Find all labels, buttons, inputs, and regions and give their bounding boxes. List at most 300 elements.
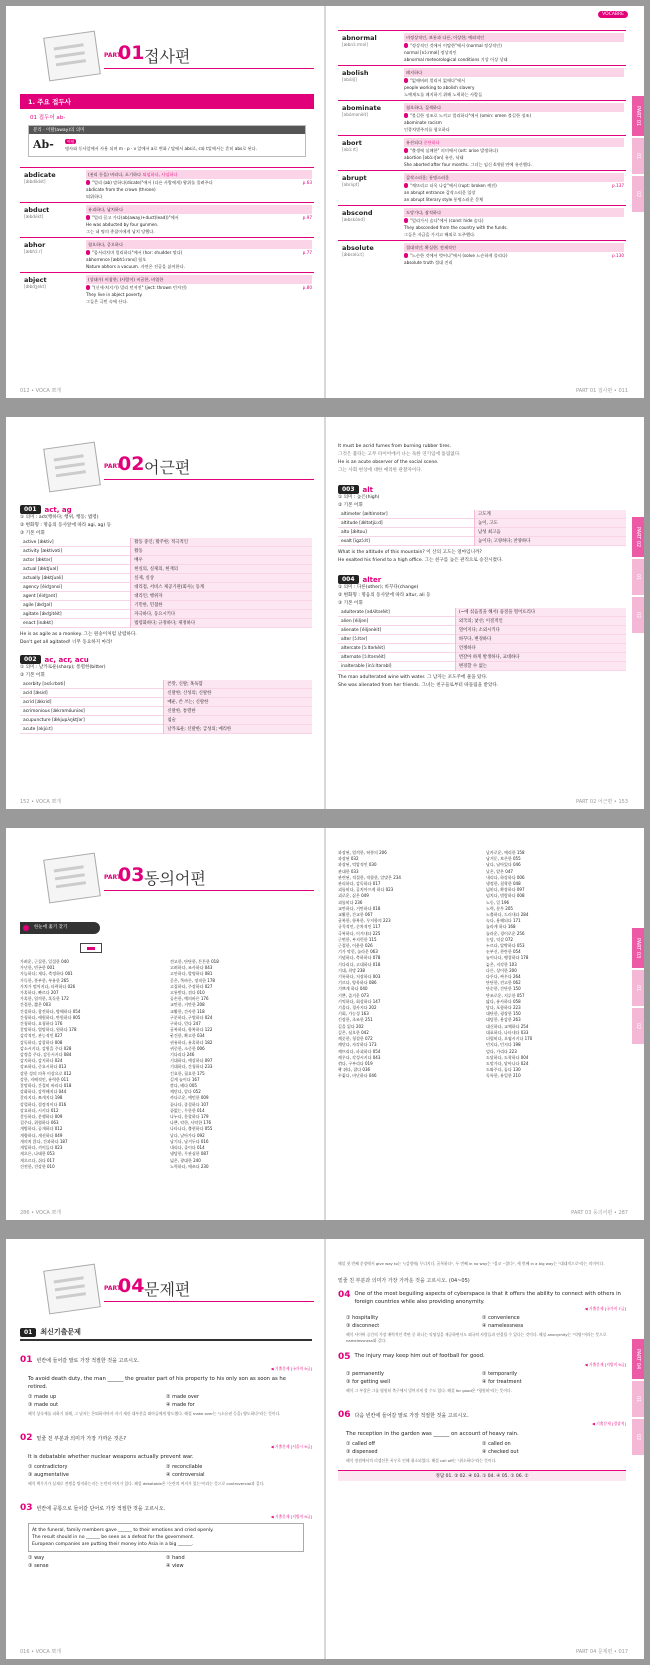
meaning-line xyxy=(404,68,624,77)
vocab-word: alto [ǽltou] xyxy=(338,528,474,537)
origin: "몸서리치며 멀리하다"에서 (hor: shudder 떨다) xyxy=(92,250,183,255)
vocab-row xyxy=(20,707,312,716)
index-column xyxy=(338,850,478,1080)
index-item: 노출하다, 드러내다 284 xyxy=(486,912,529,918)
answer-option[interactable]: ② made over xyxy=(166,1394,199,1400)
page-left xyxy=(6,6,324,398)
vocab-word: altitude [ǽltətjùːd] xyxy=(338,519,474,528)
tab-02[interactable]: 02 xyxy=(632,1419,644,1455)
root-title: ac, acr, acu xyxy=(44,655,89,664)
page-ref: p.63 xyxy=(302,180,312,185)
answer-option[interactable]: ④ namelessness xyxy=(482,1323,524,1329)
question-text: 밑줄 친 부분과 의미가 가장 가까운 것은? xyxy=(36,1436,127,1442)
question-number: 05 xyxy=(338,1352,351,1362)
tab-01[interactable]: 01 xyxy=(632,1381,644,1417)
index-item: 눈부신, 찬란한 054 xyxy=(486,949,521,955)
index-item: 게으른, 나태한 053 xyxy=(20,1151,55,1157)
meaning-line xyxy=(86,205,312,214)
answer-options xyxy=(346,1441,618,1455)
headword: abhor xyxy=(24,241,46,249)
question-sentence: To avoid death duty, the man ______ the greater part of his property to his only son as soon as he retired. xyxy=(28,1376,287,1390)
index-item: 늦은, 지각한 103 xyxy=(486,961,517,967)
vocab-row xyxy=(20,547,312,556)
vocab-row xyxy=(338,537,626,546)
index-item: 남겨둔, 보존한 055 xyxy=(486,856,521,862)
index-item: 굴복하다, 항복하다 122 xyxy=(170,1027,213,1033)
answer-option[interactable]: ④ for treatment xyxy=(482,1379,522,1385)
index-item: 기다리다, 고대하다 018 xyxy=(338,961,381,967)
meaning: 비정상적인, 보통과 다른, 이상한; 예외적인 xyxy=(406,35,485,40)
vocab-word: acid [ǽsid] xyxy=(20,689,164,698)
example: an abrupt entrance 갑작스러운 입장 xyxy=(404,190,476,195)
vocab-row xyxy=(20,565,312,574)
vocab-row xyxy=(338,662,626,671)
answer-option[interactable]: ④ controversial xyxy=(166,1472,205,1478)
vocab-word: acute [əkjúːt] xyxy=(20,725,164,734)
origin-line xyxy=(404,182,624,189)
index-item: 날다, 날아가다 092 xyxy=(170,1132,205,1138)
pronunciation: [əbɑ́liʃ] xyxy=(342,77,357,82)
index-item: 깨뜨리다, 파괴하다 054 xyxy=(338,1048,381,1054)
footer: 286 • VOCA 뽀개 xyxy=(20,1210,62,1216)
notebook-icon xyxy=(43,31,101,82)
footer: PART 04 문제편 • 017 xyxy=(576,1649,628,1655)
headword: abort xyxy=(342,139,362,147)
part-number: 01 xyxy=(118,42,145,64)
pronunciation: [æbskɑ́nd] xyxy=(342,217,365,222)
index-item: 강한 성의 의욕 이상으로 012 xyxy=(20,1070,72,1076)
index-item: 농담, 익살 072 xyxy=(486,936,513,942)
example-translation: 그는 사회 현상에 대한 예리한 관찰자이다. xyxy=(338,468,423,473)
example-extra: 노예제도를 폐지하기 위해 노력하는 사람들 xyxy=(404,92,483,97)
entry-word-col xyxy=(338,68,404,98)
meaning-line xyxy=(404,243,624,252)
entry-word-col xyxy=(20,205,86,235)
meaning-line xyxy=(404,173,624,182)
answer-option[interactable]: ④ made for xyxy=(166,1402,195,1408)
index-item: 굳건한, 확고한 034 xyxy=(170,1033,205,1039)
section-bar: 1. 주요 접두사 xyxy=(20,94,314,109)
index-item: 가난한, 빈곤한 001 xyxy=(20,965,55,971)
page-right xyxy=(326,417,644,809)
vocab-meaning: 법령화하다; 규정하다; 제정하다 xyxy=(131,619,312,628)
pronunciation: [æbdʌ́kt] xyxy=(24,214,44,219)
footer: 016 • VOCA 뽀개 xyxy=(20,1649,62,1655)
headword: abnormal xyxy=(342,34,377,42)
index-item: 감소시키다, 감원을 주다 028 xyxy=(20,1045,72,1051)
index-item: 강조하다, 중요시하다 013 xyxy=(20,1064,67,1070)
extra-meaning: 퇴임하다, 사임하다 xyxy=(142,172,178,177)
vocab-row xyxy=(20,716,312,725)
spread-root xyxy=(6,417,644,809)
index-item: 갈라지다, 쪼개지다 198 xyxy=(20,1095,63,1101)
vocab-word: active [ǽktiv] xyxy=(20,538,131,547)
headword: abject xyxy=(24,276,47,284)
answer-option[interactable]: ③ augmentative xyxy=(28,1472,70,1478)
root-variant: ② 변화형 : 명음의 동사앞에 따라 agi, ag) 등 xyxy=(20,523,112,528)
vocab-meaning: 신랄한, 통렬한 xyxy=(164,707,312,716)
index-item: 더럽히다, 오염시키다 170 xyxy=(486,1036,533,1042)
instruction: 밑줄 친 부분과 의미가 가장 가까운 것을 고르시오. (04~05) xyxy=(338,1278,470,1284)
index-item: 갈등하다, 분쟁하다 009 xyxy=(20,1114,63,1120)
entry-word-col xyxy=(338,103,404,133)
vocab-row xyxy=(20,698,312,707)
page-left xyxy=(6,1239,324,1659)
vocab-entry xyxy=(20,237,314,272)
index-item: 꾸짖다, 비난하다 046 xyxy=(338,1073,377,1079)
question-line: At the funeral, family members gave ______ to their emotions and cried openly. xyxy=(32,1528,214,1533)
index-item: 단조로운, 지루한 057 xyxy=(486,992,525,998)
vocab-word: activity [æktívəti] xyxy=(20,547,131,556)
origin-line xyxy=(86,249,312,256)
index-item: 꽉 쥐다, 잡다 036 xyxy=(338,1067,371,1073)
notebook-icon xyxy=(43,853,101,904)
index-item: 과장된, 억압적인 030 xyxy=(338,862,377,868)
vocab-row xyxy=(338,653,626,662)
prefix-box-header: 분리 · 이탈(away)의 의미 xyxy=(29,126,305,134)
origin-label-icon xyxy=(86,250,90,255)
entry-detail xyxy=(404,243,626,266)
index-item: 낮은, 얕은 047 xyxy=(486,868,513,874)
entry-detail xyxy=(86,205,314,235)
headword: abduct xyxy=(24,206,50,214)
vocab-row xyxy=(20,538,312,547)
index-item: 괴로운, 싫은 049 xyxy=(338,893,369,899)
vocab-row xyxy=(20,680,312,689)
subheading: 01 접두어 ab- xyxy=(30,115,66,121)
entry-detail xyxy=(404,68,626,98)
example-extra: 인종차별주의를 혐오하다 xyxy=(404,127,450,132)
question-source: ◀ 기출문제 [지방직 9급] xyxy=(270,1514,312,1519)
answer-option[interactable]: ① contradictory xyxy=(28,1464,68,1470)
index-item: 나타나다, 출현하다 055 xyxy=(170,1126,213,1132)
entry-word-col xyxy=(338,138,404,168)
example-sentence: He is an acute observer of the social scene. xyxy=(338,460,439,465)
question-source: ◀ 기출문제 [국가직 7급] xyxy=(584,1306,626,1311)
example: They absconded from the country with the funds. xyxy=(404,225,508,230)
part-word: PART xyxy=(104,874,121,881)
index-item: 권유하다, 유혹하다 182 xyxy=(170,1039,213,1045)
footer: 012 • VOCA 뽀개 xyxy=(20,388,62,394)
vocab-entry xyxy=(338,170,626,205)
question-number: 06 xyxy=(338,1410,351,1420)
entry-word-col xyxy=(338,243,404,266)
answer-option[interactable]: ③ dispensed xyxy=(346,1449,378,1455)
answer-option[interactable]: ② convenience xyxy=(482,1315,520,1321)
part-word: PART xyxy=(104,1285,121,1292)
index-item: 가늠하다; 재다, 측정하다 001 xyxy=(20,971,73,977)
origin: "정상적인 것에서 이탈한"에서 (normal 정상적인) xyxy=(410,43,502,48)
entry-detail xyxy=(404,33,626,63)
vocab-row xyxy=(20,689,312,698)
vocab-meaning: 배우 xyxy=(131,556,312,565)
part-number: 04 xyxy=(118,1275,145,1297)
explanation: 해설 첫 번째 문장에서 give way to는 "(감정에) 무너지다, 굴복하다", 두 번째 in no way는 "결코 ~않다", 세 번째 in a big way는 "대대적으로"라는 의미이다. xyxy=(338,1261,605,1266)
index-item: 대표하다, 나타내다 033 xyxy=(486,1029,529,1035)
index-item: 깨닫다, 자각하다 173 xyxy=(338,1042,377,1048)
index-item: 기록하다, 저장하다 003 xyxy=(338,974,381,980)
part-number: 02 xyxy=(118,453,145,475)
vocab-word: agent [éidʒənt] xyxy=(20,592,131,601)
extra-meaning: 중단하다 xyxy=(423,140,440,145)
voca-badge: VOCABRE xyxy=(598,11,628,18)
meaning-line xyxy=(404,103,624,112)
example-sentence: The man adulterated wine with water. 그 남자는 포도주에 물을 탔다. xyxy=(338,675,488,680)
example: abominate racism xyxy=(404,120,442,125)
headword: abscond xyxy=(342,209,373,217)
meaning: 유산되다 xyxy=(406,140,423,145)
vocab-row xyxy=(338,528,626,537)
index-item: 끝나다, 종결하다 107 xyxy=(170,1101,209,1107)
answer-option[interactable]: ④ checked out xyxy=(482,1449,519,1455)
vocab-meaning: 변경할 수 없는 xyxy=(455,662,626,671)
answer-option[interactable]: ② hand xyxy=(166,1555,185,1561)
tab-part[interactable]: PART 02 xyxy=(632,517,644,557)
index-item: 감정을 주다, 감동시키다 084 xyxy=(20,1052,72,1058)
entry-detail xyxy=(404,138,626,168)
index-item: 게으르다, 쉬다 017 xyxy=(20,1157,55,1163)
tab-02[interactable]: 02 xyxy=(632,597,644,633)
vocab-meaning: 대리인; 행위자 xyxy=(131,592,312,601)
index-item: 대담한, 용감한 263 xyxy=(486,1017,521,1023)
tab-01[interactable]: 01 xyxy=(632,138,644,174)
question-line: European companies are putting their money into Asia in a big ______. xyxy=(32,1542,194,1547)
vocab-word: acupuncture [ǽkjupʌ̀ŋktʃər] xyxy=(20,716,164,725)
example: They live in abject poverty. xyxy=(86,292,143,297)
index-item: 귀중한, 소중한 006 xyxy=(170,1045,205,1051)
answer-option[interactable]: ③ disconnect xyxy=(346,1323,380,1329)
vocab-word: inalterable [inɔ́ːltərəbl] xyxy=(338,662,455,671)
vocab-word: alienate [éiljənèit] xyxy=(338,626,455,635)
index-item: 다투다, 싸우다 264 xyxy=(486,974,521,980)
index-item: 기대하다, 예상하다 097 xyxy=(170,1058,213,1064)
tab-02[interactable]: 02 xyxy=(632,1008,644,1044)
part-name: 동의어편 xyxy=(144,869,206,888)
index-item: 기쁘게 하다 040 xyxy=(338,986,368,992)
example-translation: 그것은 불타는 고무 타이어에서 나는 독한 연기임에 틀림없다. xyxy=(338,452,461,457)
index-item: 도와주다, 돕다 130 xyxy=(486,1067,521,1073)
question-number: 04 xyxy=(338,1290,351,1300)
answer-option[interactable]: ④ view xyxy=(166,1563,184,1569)
title-rule xyxy=(104,68,314,69)
index-item: 넓은, 광대한 240 xyxy=(170,1157,201,1163)
answer-option[interactable]: ② reconcilable xyxy=(166,1464,203,1470)
vocab-word: actor [ǽktər] xyxy=(20,556,131,565)
tab-part[interactable]: PART 03 xyxy=(632,928,644,968)
entry-detail xyxy=(404,208,626,238)
index-item: 근면한, 부지런한 115 xyxy=(338,936,377,942)
example-sentence: What is the altitude of this mountain? 이 산의 고도는 얼마입니까? xyxy=(338,550,482,555)
index-item: 괴롭히다 236 xyxy=(338,899,363,905)
title-rule xyxy=(104,1301,314,1302)
answer-option[interactable]: ① hospitality xyxy=(346,1315,379,1321)
answer-option[interactable]: ② called on xyxy=(482,1441,511,1447)
tab-part[interactable]: PART 01 xyxy=(632,96,644,136)
example: abortion [əbɔ́ːrʃən] 유산, 낙태 xyxy=(404,155,464,160)
index-column xyxy=(486,850,626,1080)
search-icon xyxy=(23,925,29,931)
question-number: 02 xyxy=(20,1433,33,1443)
index-item: 깨우다, 각성시키다 043 xyxy=(338,1054,381,1060)
entry-detail xyxy=(404,173,626,203)
tab-01[interactable]: 01 xyxy=(632,559,644,595)
page-right xyxy=(326,6,644,398)
vocab-word: altimeter [æltímətər] xyxy=(338,510,474,519)
vocab-word: acrid [ǽkrid] xyxy=(20,698,164,707)
tab-01[interactable]: 01 xyxy=(632,970,644,1006)
index-item: 개방하다, 공개하다 012 xyxy=(20,1126,63,1132)
origin-line xyxy=(404,217,624,224)
index-item: 간청하다, 요청하다 176 xyxy=(20,1021,63,1027)
question-line: The result should in no ______ be seen as a defeat for the government. xyxy=(32,1535,195,1540)
page-ref: p.80 xyxy=(302,285,312,290)
index-item: 가치가 떨어지다, 타락하다 026 xyxy=(20,983,76,989)
index-item: 긴요한, 필요한 175 xyxy=(170,1070,205,1076)
answer-option[interactable]: ③ sense xyxy=(28,1563,49,1569)
section-title: 최신기출문제 xyxy=(40,1328,81,1336)
vocab-meaning: 신랄한; 산성의; 신랄한 xyxy=(164,689,312,698)
index-item: 닮다, 유사하다 058 xyxy=(486,998,521,1004)
tab-02[interactable]: 02 xyxy=(632,176,644,212)
vocab-meaning: 고도계 xyxy=(474,510,626,519)
index-column xyxy=(170,959,312,1170)
answer-option[interactable]: ① called off xyxy=(346,1441,376,1447)
meaning: 도망가다, 잠적하다 xyxy=(406,210,442,215)
origin: "멀리가서 숨다"에서 (cond: hide 숨다) xyxy=(410,218,484,223)
index-item: 독특한, 유일한 210 xyxy=(486,1073,521,1079)
origin-line xyxy=(404,77,624,84)
index-item: 기르다, 양육하다 086 xyxy=(338,980,377,986)
question-text: 빈칸에 공통으로 들어갈 단어로 가장 적절한 것을 고르시오. xyxy=(36,1506,166,1512)
vocab-meaning: 매운, 쓴 쓰는; 신랄한 xyxy=(164,698,312,707)
index-item: 누르다, 압박하다 053 xyxy=(486,943,525,949)
vocab-meaning: 침술 xyxy=(164,716,312,725)
question-source: ◀ 기출문제 [서울시 9급] xyxy=(270,1444,312,1449)
answer-option[interactable]: ② temporarily xyxy=(482,1371,518,1377)
index-item: 넘치다, 범람하다 008 xyxy=(486,893,525,899)
meaning-line xyxy=(404,208,624,217)
entry-word-col xyxy=(20,240,86,270)
index-item: 교활한, 간사한 118 xyxy=(170,1008,205,1014)
index-item: 갈망하다, 열망하다, 원하다 178 xyxy=(20,1027,77,1033)
origin-label-icon xyxy=(404,148,408,153)
index-item: 공손한, 예의바른 176 xyxy=(170,996,209,1002)
answer-option[interactable]: ③ made out xyxy=(28,1402,59,1408)
headword: abominate xyxy=(342,104,382,112)
question-text: 다음 빈칸에 들어갈 말로 가장 적절한 것을 고르시오. xyxy=(354,1413,469,1419)
index-item: 감각적인, 관능적인 027 xyxy=(20,1033,63,1039)
part-title xyxy=(46,445,316,497)
vocab-meaning: 언쟁하다 xyxy=(455,644,626,653)
vocab-word: alter [ɔ́ːltər] xyxy=(338,635,455,644)
origin-label-icon xyxy=(404,253,408,258)
vocab-word: actual [ǽktʃuəl] xyxy=(20,565,131,574)
index-item: 고안하다, 발명하다 081 xyxy=(170,971,213,977)
vocab-word: acrimonious [æ̀krəmóuniəs] xyxy=(20,707,164,716)
vocab-word: altercate [ɔ́ːltərkèit] xyxy=(338,644,455,653)
entry-detail xyxy=(404,103,626,133)
answer-option[interactable]: ① made up xyxy=(28,1394,57,1400)
answer-key: 정답 01. ② 02. ④ 03. ① 04. ④ 05. ① 06. ① xyxy=(338,1470,626,1481)
vocab-meaning: 기민한, 민첩한 xyxy=(131,601,312,610)
example: abhorrence [æbhɔ́ːrəns] 혐오 xyxy=(86,257,147,262)
index-item: 관대한 033 xyxy=(338,868,359,874)
origin: "느슨한 것에서 벗어나"에서 (solve 느슨하게 풀리다) xyxy=(410,253,508,258)
answer-option[interactable]: ① permanently xyxy=(346,1371,384,1377)
answer-option[interactable]: ① way xyxy=(28,1555,45,1561)
root-vocab-label: ③ 기본 어휘 xyxy=(338,601,363,606)
footer: PART 01 접사편 • 011 xyxy=(576,388,628,394)
notebook-icon xyxy=(43,442,101,493)
origin-line xyxy=(404,147,624,154)
root-meaning: ① 의미 : 다른(other); 바꾸다(change) xyxy=(338,585,419,590)
pronunciation: [æbnɔ́ːrməl] xyxy=(342,42,368,47)
root-heading xyxy=(338,575,626,584)
example-sentence: She was alienated from her friends. 그녀는 친구들로부터 따돌림을 받았다. xyxy=(338,683,499,688)
index-item: 깨끗한, 청결한 072 xyxy=(338,1036,373,1042)
index-item: 내리다, 줄이다 014 xyxy=(170,1145,205,1151)
example-extra: 그들은 극빈 속에 산다. xyxy=(86,299,128,304)
pronunciation: [əbɔ́ːrt] xyxy=(342,147,358,152)
answer-option[interactable]: ③ for getting well xyxy=(346,1379,390,1385)
index-item: 내리다, 하강하다 006 xyxy=(486,874,525,880)
root-vocab-label: ② 기본 어휘 xyxy=(20,673,45,678)
entry-list xyxy=(338,30,626,268)
page-right xyxy=(326,1239,644,1659)
vocab-meaning: 활동 중인; 활주한; 적극적인 xyxy=(131,538,312,547)
tab-part[interactable]: PART 04 xyxy=(632,1339,644,1379)
root-number: 003 xyxy=(338,485,359,494)
origin-label-icon xyxy=(86,180,90,185)
vocab-meaning: 활동 xyxy=(131,547,312,556)
index-item: 넓히다, 확장하다 097 xyxy=(486,887,525,893)
spread-questions xyxy=(6,1239,644,1659)
vocab-meaning: 외국의; 낯선; 이질적인 xyxy=(455,617,626,626)
vocab-row xyxy=(20,592,312,601)
index-item: 강한, 지배적인, 유력한 011 xyxy=(20,1076,69,1082)
example-sentence: Don't get all agitated! 너무 동요하지 마라! xyxy=(20,640,113,645)
question-sentence: One of the most beguiling aspects of cyberspace is that it offers the ability to connect with others in foreign countries while also providing anonymity. xyxy=(354,1291,621,1305)
vocab-row xyxy=(20,619,312,628)
index-item: 기울다, 경사지다 202 xyxy=(338,1005,377,1011)
index-item: 견고한, 단단한, 튼튼한 018 xyxy=(170,959,219,964)
index-item: 구분하다, 구별하다 024 xyxy=(170,1014,213,1020)
vocab-row xyxy=(338,608,626,617)
explanation: 해석 정원에서의 리셉션은 폭우로 인해 취소되었다. 해설 call off는 "취소하다"라는 뜻이다. xyxy=(346,1458,497,1463)
index-item: 냉정한, 침착한 048 xyxy=(486,881,521,887)
origin-line xyxy=(86,214,312,221)
vocab-row xyxy=(20,583,312,592)
example-extra: 퇴위하다 xyxy=(86,194,103,199)
index-item: 긴장한, 초조한 251 xyxy=(338,1017,373,1023)
origin-label-icon xyxy=(86,215,90,220)
footer: 152 • VOCA 뽀개 xyxy=(20,799,62,805)
entry-detail xyxy=(86,170,314,200)
index-item: 까다로운, 예민한 009 xyxy=(170,1095,209,1101)
notebook-icon xyxy=(43,1264,101,1315)
origin-line xyxy=(86,284,312,291)
index-item: 노력하다, 애쓰다 230 xyxy=(170,1163,209,1169)
hunt-banner xyxy=(20,922,100,934)
vocab-meaning: 높이, 고도 xyxy=(474,519,626,528)
origin: "(신세·처지가) 멀리 던져진" (ject: thrown 던져진) xyxy=(92,285,187,290)
entry-word-col xyxy=(338,173,404,203)
index-item: 녹다, 용해되다 171 xyxy=(486,918,521,924)
index-item: 감독하다, 감찰하다 008 xyxy=(20,1039,63,1045)
origin-label-icon xyxy=(86,285,90,290)
index-item: 대신하다, 교체하다 254 xyxy=(486,1023,529,1029)
vocab-row xyxy=(338,644,626,653)
